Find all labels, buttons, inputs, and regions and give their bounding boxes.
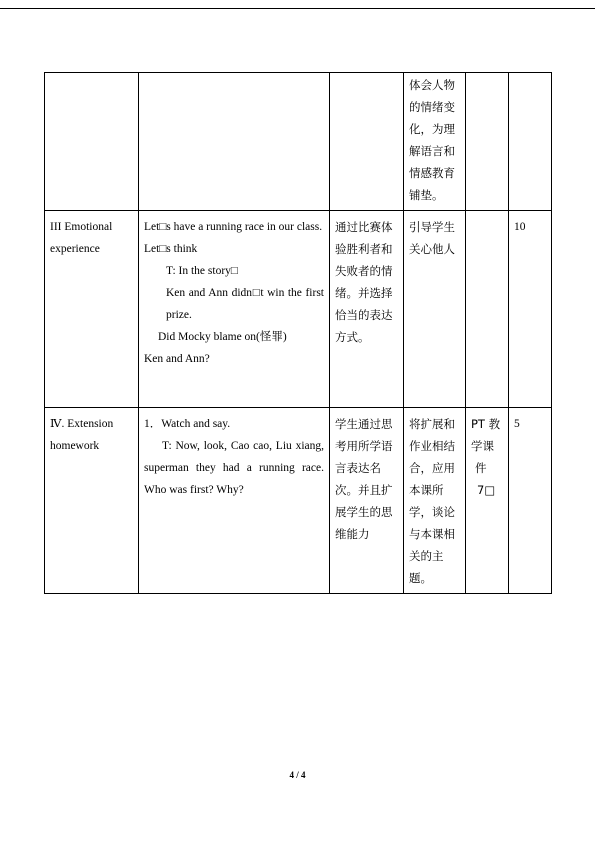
intent-cell: 将扩展和 作业相结 合，应用 本课所 学，谈论 与本课相 关的主 题。	[404, 408, 466, 594]
stage-cell	[45, 73, 139, 211]
resource-cell: PT 教 学课 件 7□	[466, 408, 509, 594]
table-row	[45, 408, 552, 594]
table-row	[45, 211, 552, 408]
lesson-plan-table	[44, 72, 552, 594]
intent-cell: 体会人物 的情绪变 化，为理 解语言和 情感教育 铺垫。	[404, 73, 466, 211]
time-cell: 10	[509, 211, 552, 408]
header-rule	[0, 8, 595, 9]
purpose-cell: 学生通过思 考用所学语 言表达名 次。并且扩 展学生的思 维能力	[330, 408, 404, 594]
resource-cell	[466, 211, 509, 408]
activity-cell: Let□s have a running race in our class. Let□s think T: In the story□ Ken and Ann didn□t win the first prize. Did Mocky blame on(怪罪) Ken and Ann?	[139, 211, 330, 408]
time-cell	[509, 73, 552, 211]
intent-cell: 引导学生 关心他人	[404, 211, 466, 408]
stage-cell: Ⅳ. Extension homework	[45, 408, 139, 594]
activity-cell: 1．Watch and say. T: Now, look, Cao cao, Liu xiang, superman they had a running race. Who was first? Why?	[139, 408, 330, 594]
time-cell: 5	[509, 408, 552, 594]
resource-cell	[466, 73, 509, 211]
purpose-cell: 通过比赛体 验胜利者和 失败者的情 绪。并选择 恰当的表达 方式。	[330, 211, 404, 408]
purpose-cell	[330, 73, 404, 211]
activity-cell	[139, 73, 330, 211]
page-number: 4 / 4	[289, 770, 306, 780]
stage-cell: III Emotional experience	[45, 211, 139, 408]
table-row	[45, 73, 552, 211]
